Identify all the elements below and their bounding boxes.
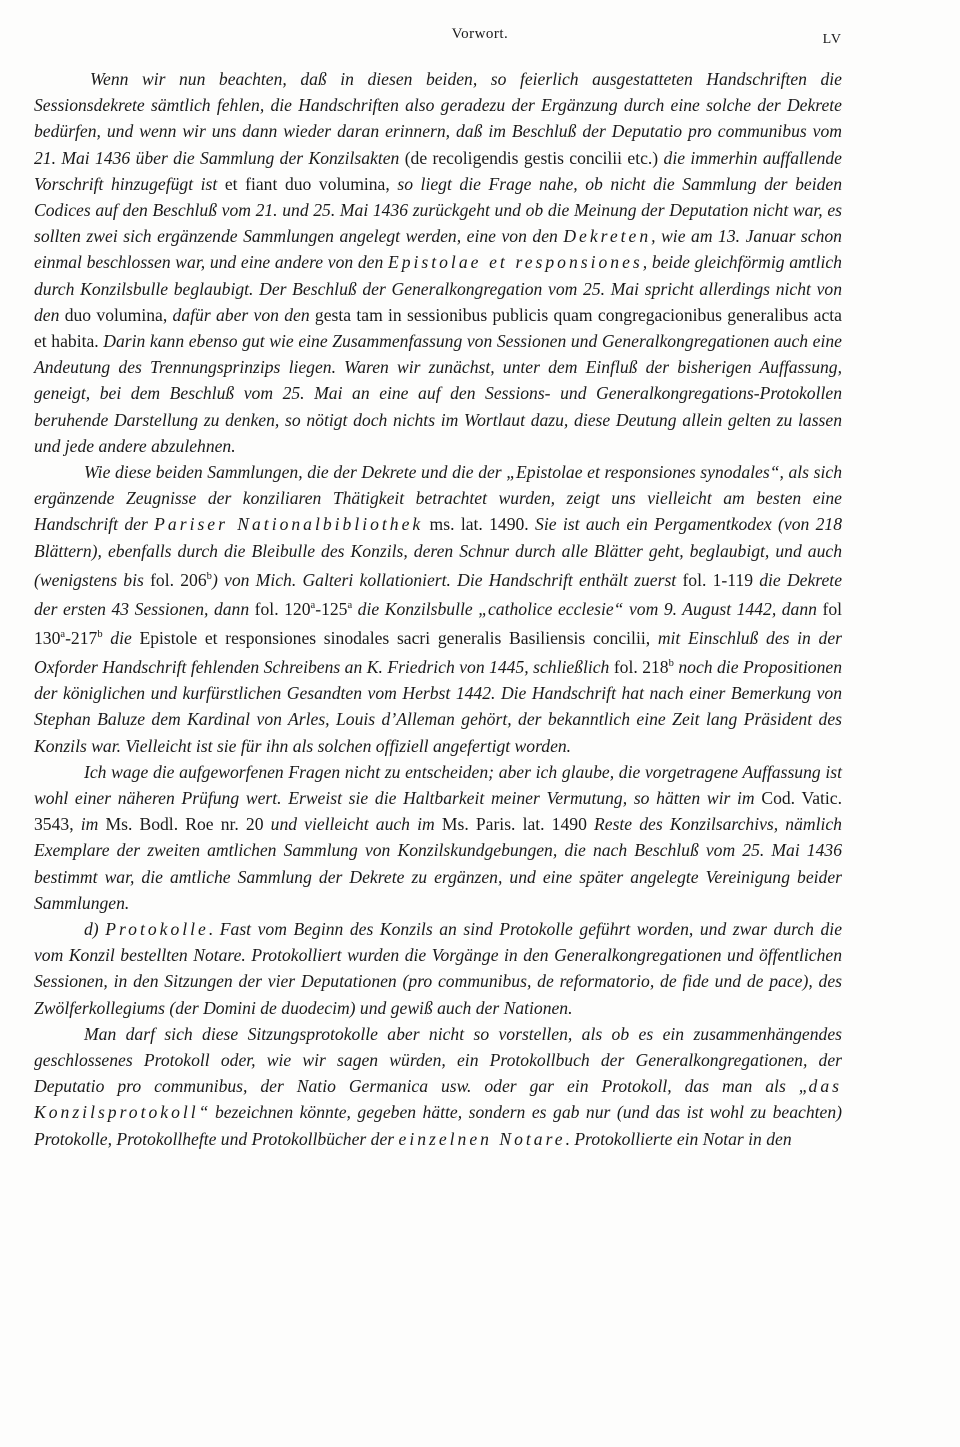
text-segment: ) von Mich. Galteri kollationiert. Die Handschrift enthält zuerst	[211, 569, 683, 590]
text-segment: Sie ist auch ein Pergamentkodex (von 218 Blättern), ebenfalls durch die Bleibulle des Konzils, deren Schnur durch alle Blätter geht, beglaubigt, und auch (wenigstens bis	[34, 514, 843, 590]
paragraph	[34, 1021, 842, 1152]
text-segment: im	[80, 814, 106, 835]
text-segment: Epistolae et responsiones	[387, 252, 643, 273]
text-segment: Wie diese beiden Sammlungen, die der Dekrete und die der „Epistolae et responsiones synodales“, als sich ergänzende Zeugnisse der konziliaren Thätigkeit betrachtet wurden, zeigt uns vielleicht am besten eine Handschrift der	[34, 462, 842, 535]
text-segment: Cod. Vatic. 3543,	[34, 787, 842, 835]
text-segment: a	[60, 628, 66, 640]
text-segment: a	[310, 599, 316, 611]
text-segment: die immerhin auffallende Vorschrift hinzugefügt ist	[34, 147, 842, 194]
text-segment: Darin kann ebenso gut wie eine Zusammenfassung von Sessionen und Generalkongregationen auch eine Andeutung des Trennungsprinzips liegen. Waren wir zunächst, unter dem Einfluß der bisherigen Auffassung, geneigt, bei dem Beschluß vom 25. Mai an eine auf den Sessions- und Generalkongregations-Protokollen beruhende Darstellung zu denken, so nötigt doch nichts im Wortlaut dazu, diese Deutung allein gelten zu lassen und jede andere abzulehnen.	[34, 331, 842, 456]
text-segment: b	[668, 658, 674, 670]
page-number: LV	[822, 32, 842, 47]
text-segment: “ bezeichnen könnte, gegeben hätte, sondern es gab nur (und das ist wohl zu beachten) Protokolle, Protokollhefte und Protokollbücher der	[34, 1102, 842, 1149]
text-segment: Ms. Paris. lat. 1490	[441, 814, 595, 835]
text-segment: Pariser Nationalbibliothek	[154, 514, 424, 535]
text-segment: das Konzilsprotokoll	[34, 1076, 842, 1123]
text-segment: b	[206, 570, 212, 582]
text-segment: fol. 206	[150, 569, 207, 590]
text-segment: , beide gleichförmig amtlich durch Konzilsbulle beglaubigt. Der Beschluß der Generalkongregation vom 25. Mai spricht allerdings nicht von den	[34, 252, 842, 325]
text-segment: Wenn wir nun beachten, daß in diesen beiden, so feierlich ausgestatteten Handschriften die Sessionsdekrete sämtlich fehlen, die Handschriften also geradezu der Ergänzung durch eine solche der Dekrete bedürfen, und wenn wir uns dann wieder daran erinnern, daß im Beschluß der Deputatio pro communibus vom 21. Mai 1436 über die Sammlung der Konzilsakten	[34, 69, 842, 168]
paragraph	[34, 66, 842, 459]
text-segment: . Protokollierte ein Notar in den	[565, 1128, 792, 1149]
text-segment: fol. 218	[613, 656, 669, 677]
text-segment: Protokolle	[105, 918, 209, 939]
text-segment: Reste des Konzilsarchivs, nämlich Exemplare der zweiten amtlichen Sammlung von Konzilskundgebungen, die nach Beschluß vom 25. Mai 1436 bestimmt war, die amtliche Sammlung der Dekrete zu ergänzen, und eine später angelegte Vereinigung beider Sammlungen.	[34, 814, 842, 913]
text-segment: Ich wage die aufgeworfenen Fragen nicht zu entscheiden; aber ich glaube, die vorgetragene Auffassung ist wohl einer näheren Prüfung wert. Erweist sie die Haltbarkeit meiner Vermutung, so hätten wir im	[34, 761, 842, 808]
text-segment: und vielleicht auch im	[270, 814, 442, 835]
running-header-title: Vorwort.	[451, 26, 509, 42]
page-body	[34, 66, 842, 1152]
text-segment: . Fast vom Beginn des Konzils an sind Protokolle geführt worden, und zwar durch die vom Konzil bestellten Notare. Protokolliert wurden die Vorgänge in den Generalkongregationen und öffentlichen Sessionen, in den Sitzungen der vier Deputationen (pro communibus, de reformatorio, de fide und de pace), des Zwölferkollegiums (der Domini de duodecim) und gewiß auch der Nationen.	[34, 918, 842, 1018]
text-segment: et fiant duo volumina,	[224, 173, 398, 194]
paragraph	[34, 916, 842, 1021]
text-segment: Ms. Bodl. Roe nr. 20	[105, 814, 271, 835]
text-segment: die Dekrete der ersten 43 Sessionen, dann	[34, 569, 843, 619]
text-segment: Dekreten	[563, 226, 652, 247]
text-segment: noch die Propositionen der königlichen und kurfürstlichen Gesandten vom Herbst 1442. Die Handschrift hat nach einer Bemerkung von Stephan Baluze dem Kardinal von Arles, Louis d’Alleman gehört, der bekanntlich eine Zeit lang Präsident des Konzils war. Vielleicht ist sie für ihn als solchen offiziell angefertigt worden.	[34, 656, 843, 756]
text-segment: a	[347, 599, 353, 611]
text-segment: ms. lat. 1490.	[423, 514, 536, 535]
text-segment: gesta tam in sessionibus publicis quam congregacionibus generalibus acta et habita.	[34, 304, 842, 352]
text-segment: fol 130	[34, 598, 843, 648]
text-segment: b	[97, 628, 103, 640]
text-segment: -125	[315, 598, 348, 619]
text-segment: duo volumina,	[64, 304, 173, 325]
text-segment: fol. 120	[254, 598, 311, 619]
text-segment: (de recoligendis gestis concilii etc.)	[404, 147, 664, 168]
text-segment: so liegt die Frage nahe, ob nicht die Sammlung der beiden Codices auf den Beschluß vom 21. und 25. Mai 1436 zurückgeht und ob die Meinung der Deputation nicht war, es sollten zwei sich ergänzende Sammlungen angelegt werden, eine von den	[34, 173, 842, 247]
paragraph	[34, 759, 842, 916]
text-segment: d)	[84, 918, 106, 939]
text-segment: , wie am 13. Januar schon einmal beschlossen war, und eine andere von den	[34, 226, 842, 273]
text-segment: die	[102, 627, 140, 648]
text-segment: Man darf sich diese Sitzungsprotokolle aber nicht so vorstellen, als ob es ein zusammenhängendes geschlossenes Protokoll oder, wie wir sagen würden, ein Protokollbuch der Generalkongregationen, der Deputatio pro communibus, der Natio Germanica usw. oder gar ein Protokoll, das man als „	[34, 1023, 842, 1097]
text-segment: -217	[65, 627, 98, 648]
text-segment: mit Einschluß des in der Oxforder Handschrift fehlenden Schreibens an K. Friedrich von 1445, schließlich	[34, 627, 842, 677]
text-segment: fol. 1-119	[682, 569, 760, 590]
paragraph	[34, 459, 842, 759]
text-segment: Epistole et responsiones sinodales sacri generalis Basiliensis concilii,	[139, 627, 658, 648]
text-segment: die Konzilsbulle „catholice ecclesie“ vom 9. August 1442, dann	[352, 598, 823, 619]
text-segment: dafür aber von den	[172, 304, 315, 325]
text-segment: einzelnen Notare	[398, 1128, 566, 1149]
